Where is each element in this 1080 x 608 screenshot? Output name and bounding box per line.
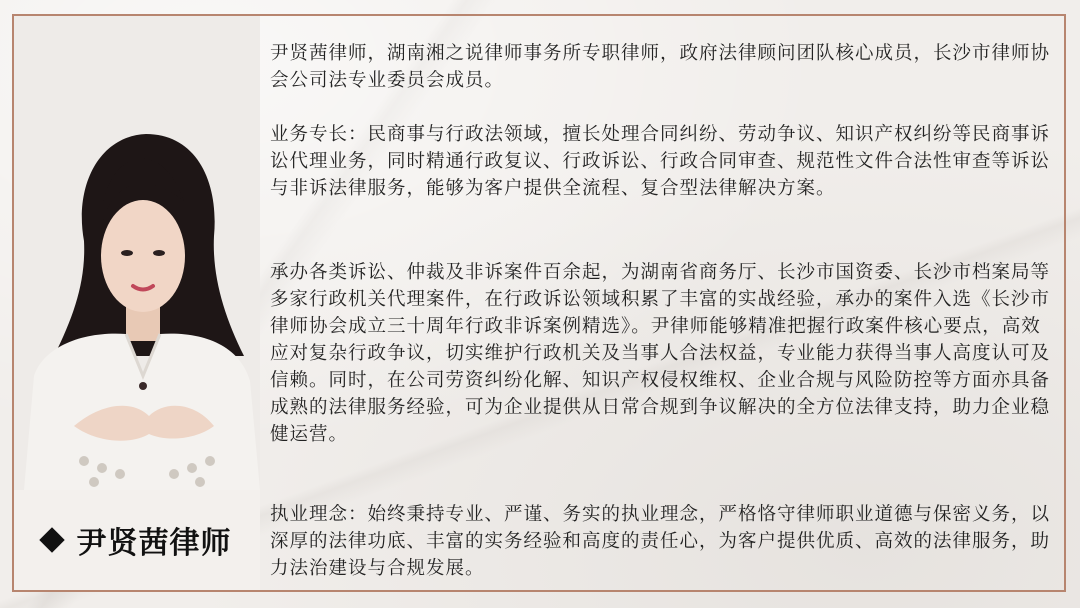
expertise-paragraph: 业务专长：民商事与行政法领域，擅长处理合同纠纷、劳动争议、知识产权纠纷等民商事诉讼代理业务，同时精通行政复议、行政诉讼、行政合同审查、规范性文件合法性审查等诉讼与非诉法律服务，能够为客户提供全流程、复合型法律解决方案。 — [270, 124, 1051, 199]
lawyer-name: 尹贤茜律师 — [76, 526, 232, 561]
lawyer-portrait — [14, 16, 260, 490]
experience-paragraph: 承办各类诉讼、仲裁及非诉案件百余起，为湖南省商务厅、长沙市国资委、长沙市档案局等多家行政机关代理案件，在行政诉讼领域积累了丰富的实战经验，承办的案件入选《长沙市律师协会成立三十周年行政非诉案例精选》。尹律师能够精准把握行政案件核心要点，高效应对复杂行政争议，切实维护行政机关及当事人合法权益，专业能力获得当事人高度认可及信赖。同时，在公司劳资纠纷化解、知识产权侵权维权、企业合规与风险防控等方面亦具备成熟的法律服务经验，可为企业提供从日常合规到争议解决的全方位法律支持，助力企业稳健运营。 — [270, 262, 1051, 445]
intro-paragraph: 尹贤茜律师，湖南湘之说律师事务所专职律师，政府法律顾问团队核心成员，长沙市律师协会公司法专业委员会成员。 — [270, 43, 1051, 91]
diamond-bullet-icon — [39, 527, 64, 552]
name-plate — [14, 490, 260, 590]
philosophy-paragraph: 执业理念：始终秉持专业、严谨、务实的执业理念，严格恪守律师职业道德与保密义务，以深厚的法律功底、丰富的实务经验和高度的责任心，为客户提供优质、高效的法律服务，助力法治建设与合规发展。 — [270, 504, 1051, 579]
